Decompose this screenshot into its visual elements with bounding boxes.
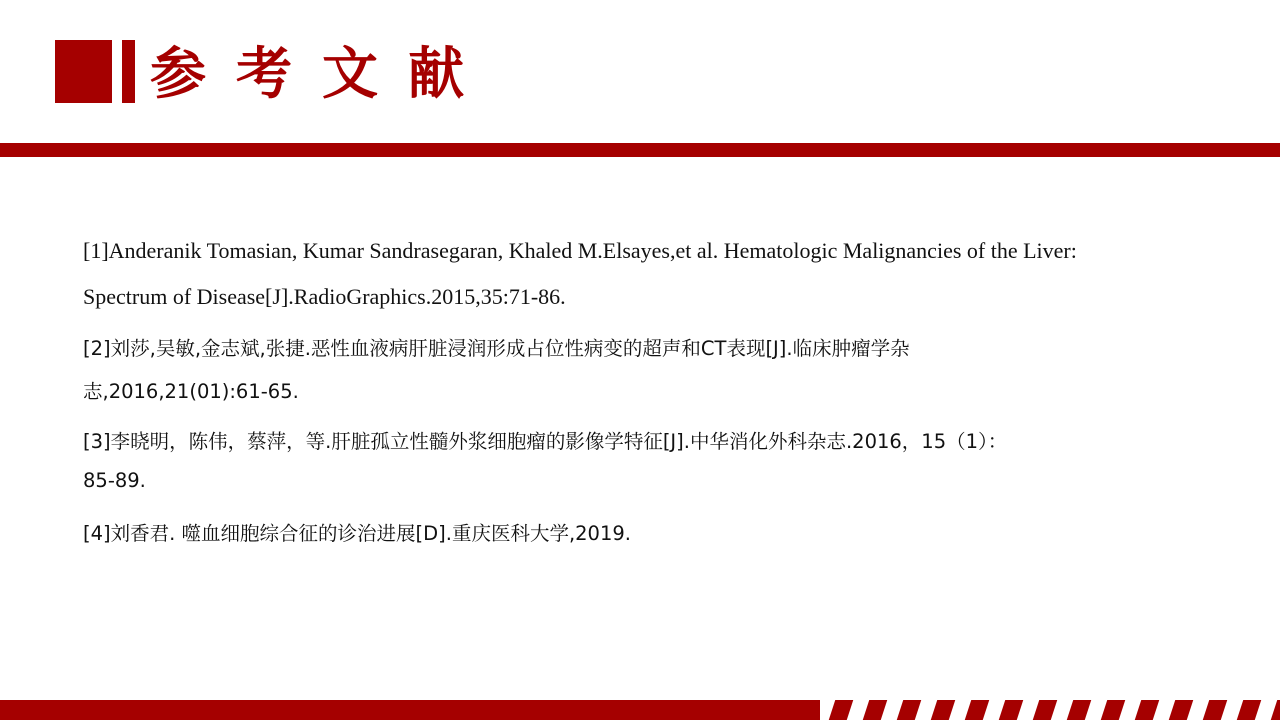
- footer-stripe: [1169, 700, 1193, 720]
- reference-1-line-2: Spectrum of Disease[J].RadioGraphics.2015,35:71-86.: [83, 284, 566, 309]
- footer-stripe: [897, 700, 921, 720]
- header-divider: [0, 143, 1280, 157]
- footer-stripe: [863, 700, 887, 720]
- footer-stripe: [829, 700, 853, 720]
- reference-2-line-1: [2]刘莎,吴敏,金志斌,张捷.恶性血液病肝脏浸润形成占位性病变的超声和CT表现[J].临床肿瘤学杂: [83, 337, 910, 360]
- reference-4-line-1: [4]刘香君. 噬血细胞综合征的诊治进展[D].重庆医科大学,2019.: [83, 522, 631, 545]
- footer-stripe: [999, 700, 1023, 720]
- footer-stripe: [931, 700, 955, 720]
- footer-stripes: [820, 700, 1280, 720]
- footer-bar: [0, 700, 820, 720]
- footer-stripe: [1067, 700, 1091, 720]
- footer-stripe: [1271, 700, 1280, 720]
- title-accent-bar: [122, 40, 135, 103]
- footer-stripe: [1237, 700, 1261, 720]
- footer-stripe: [965, 700, 989, 720]
- reference-3-line-1: [3]李晓明，陈伟，蔡萍，等.肝脏孤立性髓外浆细胞瘤的影像学特征[J].中华消化外科杂志.2016，15（1）：: [83, 430, 1008, 453]
- footer-stripe: [1135, 700, 1159, 720]
- footer-stripe: [1203, 700, 1227, 720]
- page-title: 参考文献: [150, 42, 494, 107]
- footer-stripe: [1033, 700, 1057, 720]
- reference-3-line-2: 85-89.: [83, 469, 146, 492]
- reference-1-line-1: [1]Anderanik Tomasian, Kumar Sandrasegaran, Khaled M.Elsayes,et al. Hematologic Malignancies of the Liver:: [83, 238, 1077, 263]
- reference-2-line-2: 志,2016,21(01):61-65.: [83, 380, 299, 403]
- title-accent-block: [55, 40, 112, 103]
- footer-stripe: [1101, 700, 1125, 720]
